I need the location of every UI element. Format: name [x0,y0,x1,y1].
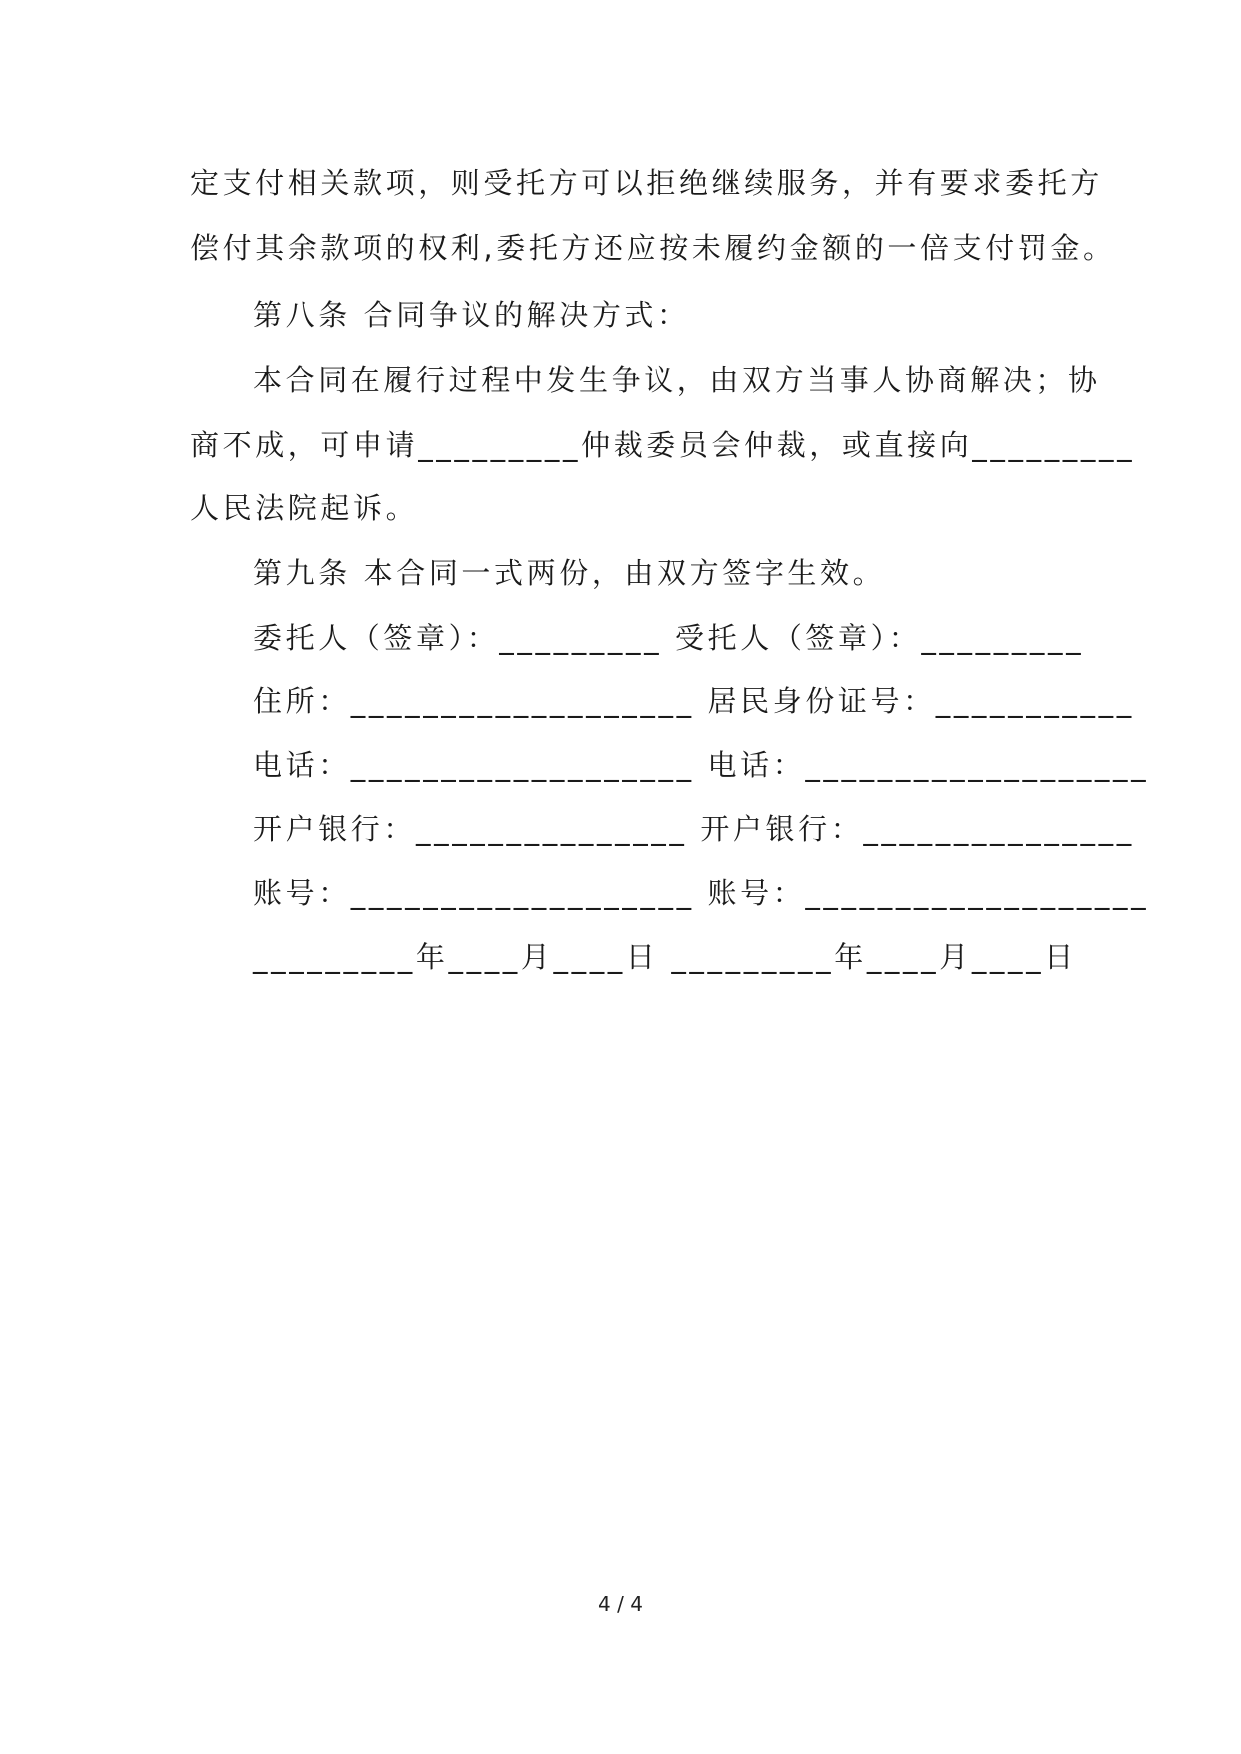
text-line-5: 商不成，可申请_________仲裁委员会仲裁，或直接向_________ [190,428,1136,462]
text-line-4: 本合同在履行过程中发生争议，由双方当事人协商解决；协 [253,363,1101,397]
article-8-heading: 第八条 合同争议的解决方式： [253,298,690,332]
text-line-2: 偿付其余款项的权利,委托方还应按未履约金额的一倍支付罚金。 [190,231,1116,265]
account-line: 账号：___________________ 账号：___________________ [253,876,1150,910]
article-9-text: 第九条 本合同一式两份，由双方签字生效。 [253,556,886,590]
page-number: 4 / 4 [598,1592,643,1616]
date-line: _________年____月____日 _________年____月____日 [253,940,1077,974]
text-line-1: 定支付相关款项，则受托方可以拒绝继续服务，并有要求委托方 [190,166,1103,200]
text-line-6: 人民法院起诉。 [190,491,419,525]
bank-line: 开户银行：_______________ 开户银行：_______________ [253,812,1135,846]
signature-line: 委托人（签章）：_________ 受托人（签章）：_________ [253,621,1085,655]
address-id-line: 住所：___________________ 居民身份证号：___________ [253,684,1135,718]
phone-line: 电话：___________________ 电话：___________________ [253,748,1150,782]
